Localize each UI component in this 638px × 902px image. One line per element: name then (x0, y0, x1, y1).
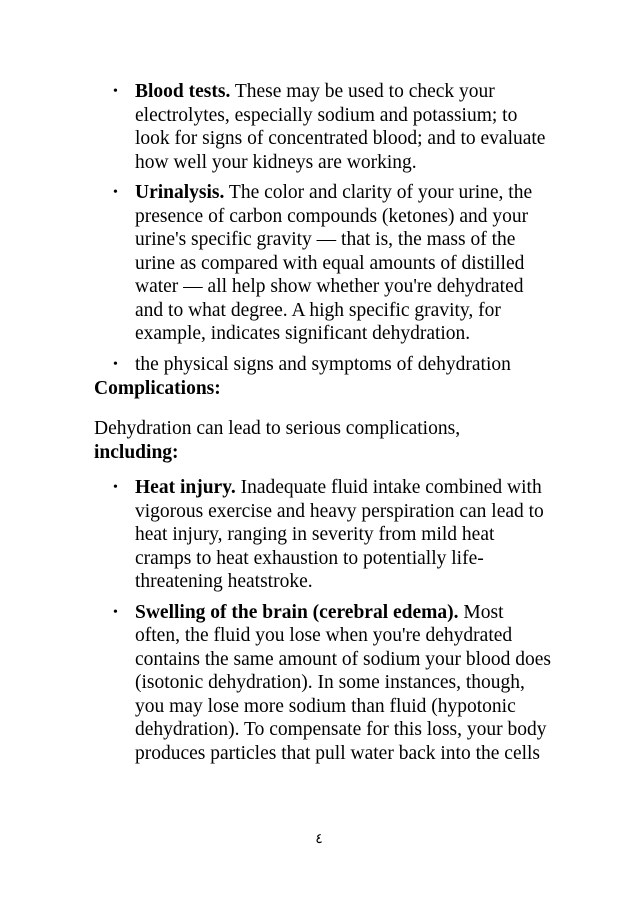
list-item-cerebral-edema (113, 601, 553, 766)
list-item-heat-injury (113, 476, 553, 594)
bullet-icon: • (113, 356, 118, 372)
intro-text: Dehydration can lead to serious complications, (94, 418, 461, 439)
complications-list (113, 476, 553, 772)
item-term: Blood tests. (135, 81, 231, 102)
bullet-icon: • (113, 480, 118, 495)
item-term: Swelling of the brain (cerebral edema). (135, 601, 459, 623)
complications-heading: Complications: (94, 378, 221, 399)
item-term: Urinalysis. (135, 182, 225, 203)
item-text: Most often, the fluid you lose when you're dehydrated contains the same amount of sodium your blood does (isotonic dehydration). In some instances, though, you may lose more sodium than fluid (hypotonic dehydration). To compensate for this loss, your body produces particles that pull water back into the cells (135, 601, 551, 764)
item-text: The color and clarity of your urine, the presence of carbon compounds (ketones) and your urine's specific gravity — that is, the mass of the urine as compared with equal amounts of distilled water — all help show whether you're dehydrated and to what degree. A high specific gravity, for example, indicates significant dehydration. (135, 182, 533, 344)
list-item-physical-signs (113, 353, 553, 377)
bullet-icon: • (113, 84, 118, 99)
item-text: Inadequate fluid intake combined with vigorous exercise and heavy perspiration can lead to heat injury, ranging in severity from mild heat cramps to heat exhaustion to potentially life-threatening heatstroke. (135, 477, 544, 592)
item-text: These may be used to check your electrolytes, especially sodium and potassium; to look for signs of concentrated blood; and to evaluate how well your kidneys are working. (135, 81, 546, 173)
intro-bold-text: including: (94, 441, 179, 463)
list-item-blood-tests (113, 80, 553, 174)
item-term: Heat injury. (135, 477, 236, 498)
diagnosis-list (113, 80, 553, 383)
page-number: ٤ (315, 832, 323, 847)
item-text: the physical signs and symptoms of dehydration (135, 353, 511, 375)
list-item-urinalysis (113, 181, 553, 346)
complications-intro (94, 417, 554, 464)
bullet-icon: • (113, 604, 118, 620)
bullet-icon: • (113, 185, 118, 200)
